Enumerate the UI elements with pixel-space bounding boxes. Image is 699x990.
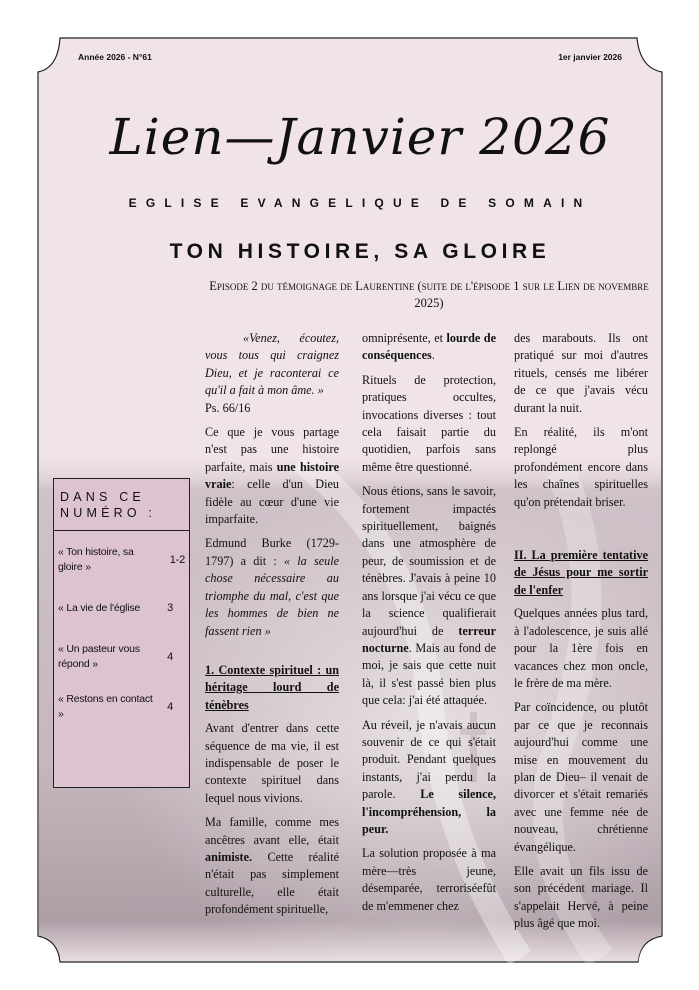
paragraph (362, 717, 496, 839)
toc-item-page: 4 (167, 700, 173, 713)
text: Nous étions, sans le savoir, fortement impactés spirituellement, baignés dans une atmosphère de peur, de soumission et de ténèbres. J'avais à peine 10 ans lorsque j'ai vécu ce que la science qualifierait aujourd'hui de (362, 484, 496, 638)
text: Au réveil, je n'avais aucun souvenir de ce qui s'était produit. Pendant quelques instants, j'ai perdu la parole. (362, 717, 496, 802)
toc-item-page: 1-2 (169, 553, 185, 566)
bible-quote (205, 330, 339, 417)
paragraph: Rituels de protection, pratiques occultes, invocations diverses : tout cela faisait partie du quotidien, parfois sans même être questionné. (362, 372, 496, 474)
text: : celle d'un Dieu fidèle au cœur d'une vie imparfaite. (205, 477, 339, 527)
paragraph: En réalité, ils m'ont replongé plus profondément encore dans les chaînes spirituelles qu'on prétendait briser. (514, 425, 648, 509)
toc-item[interactable] (54, 545, 189, 575)
text: Ce que je vous partage n'est pas une histoire parfaite, mais (205, 425, 339, 474)
paragraph: des marabouts. Ils ont pratiqué sur moi d'autres rituels, censés me libérer de ce que j'avais vécu durant la nuit. (514, 331, 648, 415)
text: Cette réalité n'était pas simplement culturelle, elle était profondément spirituelle, (205, 849, 339, 917)
toc-item-page: 4 (167, 650, 173, 663)
text: . Mais au fond de moi, je sais que cette nuit là, il s'est passé bien plus que cela: j'ai été attaquée. (362, 640, 496, 708)
section-heading-2: II. La première tentative de Jésus pour me sortir de l'enfer (514, 548, 648, 597)
bold-text: lourde de conséquences (362, 331, 496, 363)
toc-heading: DANS CE NUMÉRO : (54, 479, 189, 531)
quote-text: «Venez, écoutez, vous tous qui craignez Dieu, et je raconterai ce qu'il a fait à mon âme. » (205, 331, 339, 398)
issue-number: Année 2026 - N°61 (78, 52, 152, 62)
bold-text: une histoire vraie (205, 459, 339, 492)
article-column-1 (205, 330, 339, 926)
paragraph (362, 330, 496, 365)
toc-item[interactable] (54, 601, 189, 616)
text: omniprésente, et (362, 331, 447, 345)
bold-text: terreur nocturne (362, 623, 496, 655)
bold-text: animiste. (205, 849, 253, 864)
table-of-contents (53, 478, 190, 788)
toc-item-label: « La vie de l'église (58, 602, 141, 614)
church-name: EGLISE EVANGELIQUE DE SOMAIN (128, 196, 592, 210)
text: Edmund Burke (1729-1797) a dit : (205, 536, 339, 568)
toc-item-page: 3 (167, 602, 173, 614)
article-subtitle: Episode 2 du témoignage de Laurentine (suite de l'épisode 1 sur le Lien de novembre 2025) (209, 279, 649, 310)
article-column-2 (362, 330, 496, 922)
burke-quote: « la seule chose nécessaire au triomphe du mal, c'est que les hommes de bien ne fassent rien » (205, 553, 339, 638)
masthead-title: Lien—Janvier 2026 (109, 108, 611, 166)
paragraph (205, 424, 339, 528)
toc-item-label: « Ton histoire, sa gloire » (58, 546, 134, 573)
paragraph: Avant d'entrer dans cette séquence de ma vie, il est indispensable de poser le contexte spirituel dans lequel nous vivions. (205, 721, 339, 805)
paragraph (362, 483, 496, 709)
paragraph: La solution proposée à ma mère—très jeune, désemparée, terroriséefût de m'emmener chez (362, 846, 496, 913)
article-column-3 (514, 330, 648, 940)
issue-date: 1er janvier 2026 (558, 52, 622, 62)
paragraph (205, 814, 339, 918)
quote-reference: Ps. 66/16 (205, 400, 251, 415)
bold-text: Le silence, l'incompréhension, la peur. (362, 787, 497, 836)
paragraph (205, 535, 339, 639)
paragraph: Quelques années plus tard, à l'adolescence, je suis allé pour la 1ère fois en vacances chez mon oncle, le frère de ma mère. (514, 606, 648, 690)
paragraph: Elle avait un fils issu de son précédent mariage. Il s'appelait Hervé, à peine plus âgé que moi. (514, 863, 648, 931)
text: . (431, 348, 435, 363)
article-title: TON HISTOIRE, SA GLOIRE (169, 240, 551, 263)
toc-item-label: « Un pasteur vous répond » (58, 643, 140, 670)
section-heading-1: 1. Contexte spirituel : un héritage lourd de ténèbres (205, 662, 339, 712)
toc-item-label: « Restons en contact » (58, 693, 153, 720)
paragraph: Par coïncidence, ou plutôt par ce que je reconnais aujourd'hui comme une mise en mouvement du plan de Dieu– il venait de divorcer et s'était remariés avec une femme née de nouveau, chrétienne évangélique. (514, 700, 648, 854)
toc-item[interactable] (54, 642, 189, 672)
text: Ma famille, comme mes ancêtres avant elle, était (205, 815, 339, 847)
toc-item[interactable] (54, 692, 189, 722)
